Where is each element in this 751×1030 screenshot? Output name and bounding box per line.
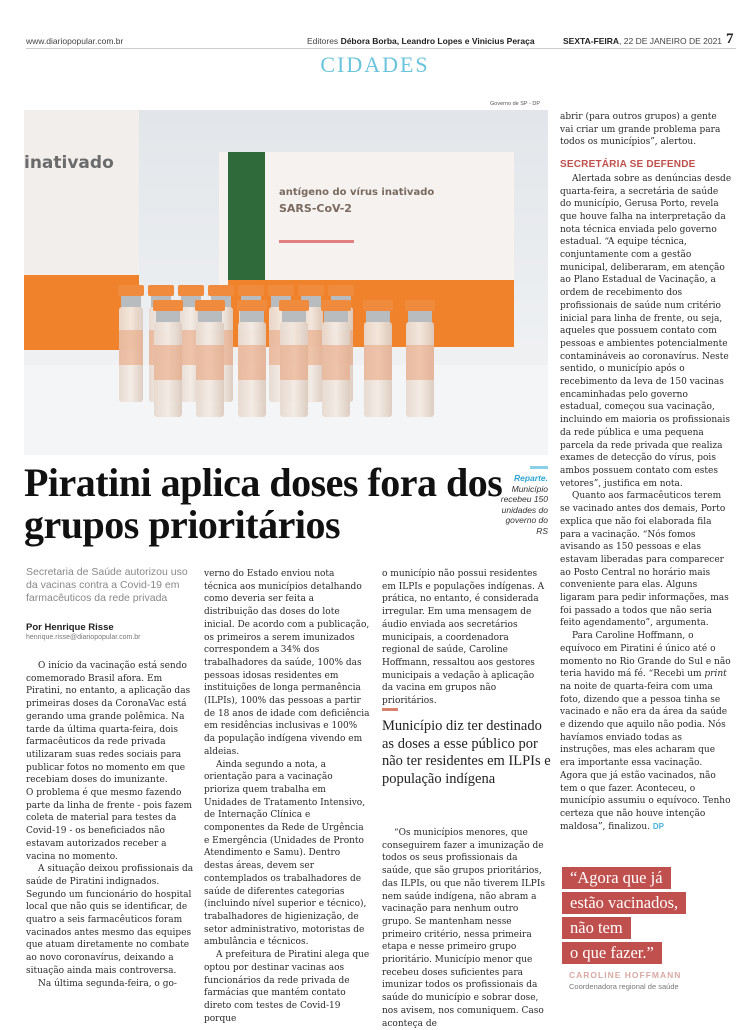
pull-quote-line: não tem (562, 917, 631, 939)
article-photo (24, 110, 548, 455)
pull-quote-role: Coordenadora regional de saúde (569, 982, 679, 991)
box-left-text: inativado (24, 153, 114, 173)
article-column-3 (382, 568, 548, 708)
paragraph (560, 630, 732, 833)
pull-quote-line: o que fazer.” (562, 942, 662, 964)
paragraph: O início da vacinação está sendo comemorado Brasil afora. Em Piratini, no entanto, a aplicação das primeiras doses da CoronaVac está gerando uma grande polêmica. Na tarde da última quarta-feira, dois farmacêuticos da rede privada utilizaram suas redes sociais para publicar fotos no momento em que recebiam doses do imunizante. (26, 661, 191, 786)
byline: Por Henrique Risse (26, 622, 114, 633)
photo-credit: Governo de SP - DP (490, 101, 541, 107)
vial (237, 300, 267, 417)
vial (279, 300, 309, 417)
editors-credit (307, 36, 535, 46)
vial (321, 300, 351, 417)
article-subtitle: Secretaria de Saúde autorizou uso da vacinas contra a Covid-19 em farmacêuticos da rede privada (26, 566, 188, 604)
article-column-2 (204, 568, 370, 1025)
vaccine-vials-image (24, 110, 548, 455)
editors-names: Débora Borba, Leandro Lopes e Vinicius Peraça (340, 36, 535, 46)
site-url: www.diariopopular.com.br (26, 36, 124, 46)
paragraph: Quanto aos farmacêuticos terem se vacinado antes dos demais, Porto explica que não foi elaborada fila para a vacinação. “Nós fomos avisando as 150 pessoas e elas estavam liberadas para comparecer ao Posto Central no horário mais conveniente para elas. Alguns ligaram para pedir informações, mas foi passado a todos que não seria feito agendamento”, argumenta. (560, 491, 729, 629)
page-number: 7 (726, 31, 734, 47)
date-text: , 22 DE JANEIRO DE 2021 (619, 36, 723, 46)
paragraph: A situação deixou profissionais da saúde de Piratini indignados. Segundo um funcionário do hospital local que não quis se identificar, de quatro a seis farmacêuticos foram vacinados antes mesmo das equipes que atuam diretamente no combate ao novo coronavírus, deixando a situação ainda mais controversa. (26, 864, 194, 976)
vial (195, 300, 225, 417)
paragraph: Na última segunda-feira, o go- (38, 978, 177, 989)
paragraph-text: na noite de quarta-feira com uma foto, dizendo que a pessoa tinha se vacinado e não era da área da saúde e dizendo que aquilo não podia. Nós havíamos enviado todas as instruções, mas eles acharam que era importante essa vacinação. Agora que já estão vacinados, não tem o que fazer. Aconteceu, o município assumiu o equívoco. Tenho certeza que não houve intenção maldosa”, finalizou. (560, 681, 731, 832)
paragraph: Alertada sobre as denúncias desde quarta-feira, a secretária de saúde do município, Gerusa Porto, revela que houve falha na interpretação da nota técnica enviada pelo governo estadual. “A equipe técnica, conjuntamente com a gestão municipal, deliberaram, em atenção ao Plano Estadual de Vacinação, a ordem de recebimento dos profissionais de saúde num critério inicial para linha de frente, ou seja, aqueles que possuem contato com pessoas e ambientes potencialmente contamináveis ao coronavírus. Neste sentido, o município após o recebimento da leva de 150 vacinas encaminhadas pelo governo estadual, começou sua vacinação, incluindo em maioria os profissionais da rede pública e uma pequena parcela da rede privada que realiza exames de detecção do vírus, pois ambos possuem contato com estes vetores”, justifica em nota. (560, 173, 732, 489)
caption-accent-bar (530, 466, 548, 469)
vial (363, 300, 393, 417)
caption-text: Município recebeu 150 unidades do governo do RS (500, 483, 548, 536)
pull-quote (562, 867, 742, 967)
paragraph: Ainda segundo a nota, a orientação para a vacinação prioriza quem trabalha em Unidades de Tratamento Intensivo, de Internação Clínica e componentes da Rede de Urgência e Emergência (Unidades de Pronto Atendimento e Samu). Dentro destas áreas, devem ser contemplados os trabalhadores de saúde de diferentes categorias (incluindo nível superior e técnico), trabalhadores de higienização, de setor administrativo, motoristas de ambulância e técnicos. (204, 759, 367, 948)
article-column-3b (382, 827, 548, 1030)
box-right-line1: antígeno do vírus inativado (279, 187, 435, 198)
article-column-4 (560, 111, 732, 833)
subheading (382, 708, 552, 788)
paragraph: “Os municípios menores, que conseguirem fazer a imunização de todos os seus profissionais da saúde, que são grupos prioritários, das ILPIs, ou que não tiverem ILPIs nem saúde indígena, não abram a vacinação para nenhum outro grupo. Se mantenham nesse primeiro critério, nessa primeira etapa e nesse primeiro grupo prioritário. Município menor que recebeu doses suficientes para imunizar todos os profissionais da saúde do município e sobrar dose, nos avisem, nos comuniquem. Caso aconteça de (382, 828, 546, 1029)
paragraph: verno do Estado enviou nota técnica aos municípios detalhando como deveria ser feita a distribuição das doses do lote inicial. De acordo com a publicação, os primeiros a serem imunizados correspondem a 34% dos trabalhadores da saúde, 100% das pessoas idosas residentes em instituições de longa permanência (ILPIs), 100% das pessoas a partir de 18 anos de idade com deficiência em residências inclusivas e 100% da população indígena vivendo em aldeias. (204, 569, 370, 757)
vial (405, 300, 435, 417)
subheading-accent-bar (382, 708, 398, 711)
paragraph-text: Para Caroline Hoffmann, o equívoco em Piratini é único até o momento no Rio Grande do Sul e não teria havido má fé. “Recebi um (560, 631, 731, 680)
author-email[interactable]: henrique.risse@diariopopular.com.br (26, 634, 141, 641)
box-right-line2: SARS-CoV-2 (279, 202, 352, 215)
editors-label: Editores (307, 36, 339, 46)
paragraph: O problema é que mesmo fazendo parte da linha de frente - pois fazem coleta de material para testes da Covid-19 - os beneficiados não estavam autorizados receber a vacina no momento. (26, 788, 193, 862)
caption-lead: Reparte. (513, 473, 548, 483)
article-headline: Piratini aplica doses fora dos grupos prioritários (24, 460, 503, 547)
pull-quote-name: CAROLINE HOFFMANN (569, 970, 682, 980)
weekday: SEXTA-FEIRA (563, 36, 620, 46)
section-subhead: SECRETÁRIA SE DEFENDE (560, 159, 696, 171)
photo-caption (498, 466, 548, 536)
page-header (26, 31, 736, 49)
signoff-mark: DP (652, 821, 664, 831)
paragraph: o município não possui residentes em ILPIs e populações indígenas. A prática, no entanto, é considerada irregular. Em uma mensagem de áudio enviada aos secretários municipais, a coordenadora regional de saúde, Caroline Hoffmann, ressaltou aos gestores municipais a vedação à aplicação da vacina em grupos não prioritários. (382, 569, 545, 707)
vial-group (118, 285, 435, 417)
section-title: CIDADES (320, 52, 430, 77)
paragraph: A prefeitura de Piratini alega que optou por destinar vacinas aos funcionários da rede privada de farmácias que mantém contato direto com testes de Covid-19 porque (204, 950, 370, 1024)
vial (153, 300, 183, 417)
emphasis-text: print (704, 669, 727, 680)
pull-quote-line: estão vacinados, (562, 892, 686, 914)
issue-date (563, 36, 722, 46)
pull-quote-line: “Agora que já (562, 867, 671, 889)
vial (118, 285, 144, 402)
article-column-1 (26, 660, 194, 990)
paragraph: abrir (para outros grupos) a gente vai criar um grande problema para todos os municípios”, alertou. (560, 112, 721, 148)
subheading-text: Município diz ter destinado as doses a esse público por não ter residentes em ILPIs e população indígena (382, 718, 551, 787)
